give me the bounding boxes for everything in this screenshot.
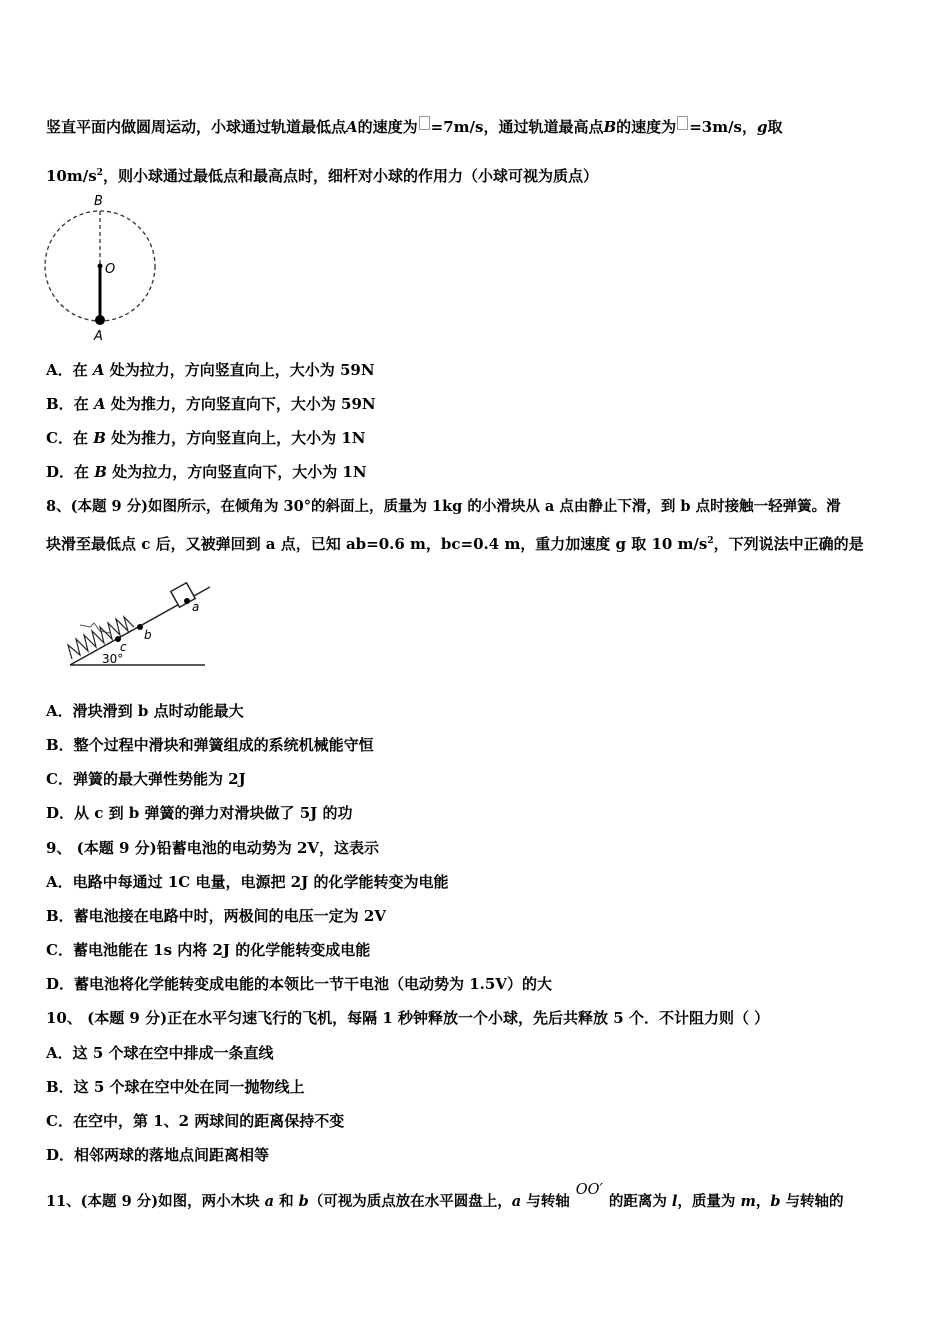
q8-option-d[interactable]: D．从 c 到 b 弹簧的弹力对滑块做了 5J 的功 <box>46 804 353 822</box>
label-a: a <box>192 600 200 614</box>
ball <box>95 315 105 325</box>
velocity-symbol-placeholder <box>677 116 688 130</box>
axis-label: OO′ <box>575 1182 603 1198</box>
point-b <box>137 624 143 630</box>
q7-option-d[interactable]: D．在 B 处为拉力，方向竖直向下，大小为 1N <box>46 463 367 481</box>
q8-stem-line-1: 8、(本题 9 分)如图所示，在倾角为 30°的斜面上，质量为 1kg 的小滑块从 a 点由静止下滑，到 b 点时接触一轻弹簧。滑 <box>46 498 841 515</box>
q8-stem-line-2: 块滑至最低点 c 后，又被弹回到 a 点，已知 ab=0.6 m，bc=0.4 m，重力加速度 g 取 10 $m/s^2$，下列说法中正确的是 <box>46 535 864 553</box>
q10-stem: 10、 (本题 9 分)正在水平匀速飞行的飞机，每隔 1 秒钟释放一个小球，先后共释放 5 个．不计阻力则（ ） <box>46 1009 770 1027</box>
wall-hatch <box>80 623 110 633</box>
q11-stem: 11、(本题 9 分)如图，两小木块 a 和 b（可视为质点放在水平圆盘上，a 与转轴OO′的距离为 l，质量为 m，b 与转轴的 <box>46 1182 844 1210</box>
center-point <box>98 264 103 269</box>
q9-option-b[interactable]: B．蓄电池接在电路中时，两极间的电压一定为 2V <box>46 907 386 925</box>
q9-option-a[interactable]: A．电路中每通过 1C 电量，电源把 2J 的化学能转变为电能 <box>46 873 449 891</box>
q8-option-b[interactable]: B．整个过程中滑块和弹簧组成的系统机械能守恒 <box>46 736 374 754</box>
q10-option-b[interactable]: B．这 5 个球在空中处在同一抛物线上 <box>46 1078 305 1096</box>
q7-option-a[interactable]: A．在 A 处为拉力，方向竖直向上，大小为 59N <box>46 361 375 379</box>
label-A: A <box>94 329 103 342</box>
circular-track-figure <box>40 192 165 342</box>
q7-option-b[interactable]: B．在 A 处为推力，方向竖直向下，大小为 59N <box>46 395 376 413</box>
q7-stem-line-1: 竖直平面内做圆周运动，小球通过轨道最低点A的速度为 =7m/s，通过轨道最高点B的速度为 =3m/s，g取 <box>46 118 783 136</box>
label-b: b <box>144 628 152 642</box>
angle-label: 30° <box>102 652 124 666</box>
q9-stem: 9、 (本题 9 分)铅蓄电池的电动势为 2V，这表示 <box>46 839 380 857</box>
q9-option-c[interactable]: C．蓄电池能在 1s 内将 2J 的化学能转变成电能 <box>46 941 371 959</box>
q8-option-c[interactable]: C．弹簧的最大弹性势能为 2J <box>46 770 246 788</box>
incline-spring-figure <box>50 565 215 675</box>
q7-option-c[interactable]: C．在 B 处为推力，方向竖直向上，大小为 1N <box>46 429 366 447</box>
velocity-symbol-placeholder <box>419 116 430 130</box>
q7-stem-line-2: $10m/s^2$，则小球通过最低点和最高点时，细杆对小球的作用力（小球可视为质点） <box>46 167 598 185</box>
q9-option-d[interactable]: D．蓄电池将化学能转变成电能的本领比一节干电池（电动势为 1.5V）的大 <box>46 975 552 993</box>
label-O: O <box>105 262 116 277</box>
q8-option-a[interactable]: A．滑块滑到 b 点时动能最大 <box>46 702 244 720</box>
label-c: c <box>120 640 127 654</box>
q10-option-a[interactable]: A．这 5 个球在空中排成一条直线 <box>46 1044 274 1062</box>
label-B: B <box>94 194 103 209</box>
q10-option-d[interactable]: D．相邻两球的落地点间距离相等 <box>46 1146 270 1164</box>
q10-option-c[interactable]: C．在空中，第 1、2 两球间的距离保持不变 <box>46 1112 345 1130</box>
point-a <box>184 598 190 604</box>
